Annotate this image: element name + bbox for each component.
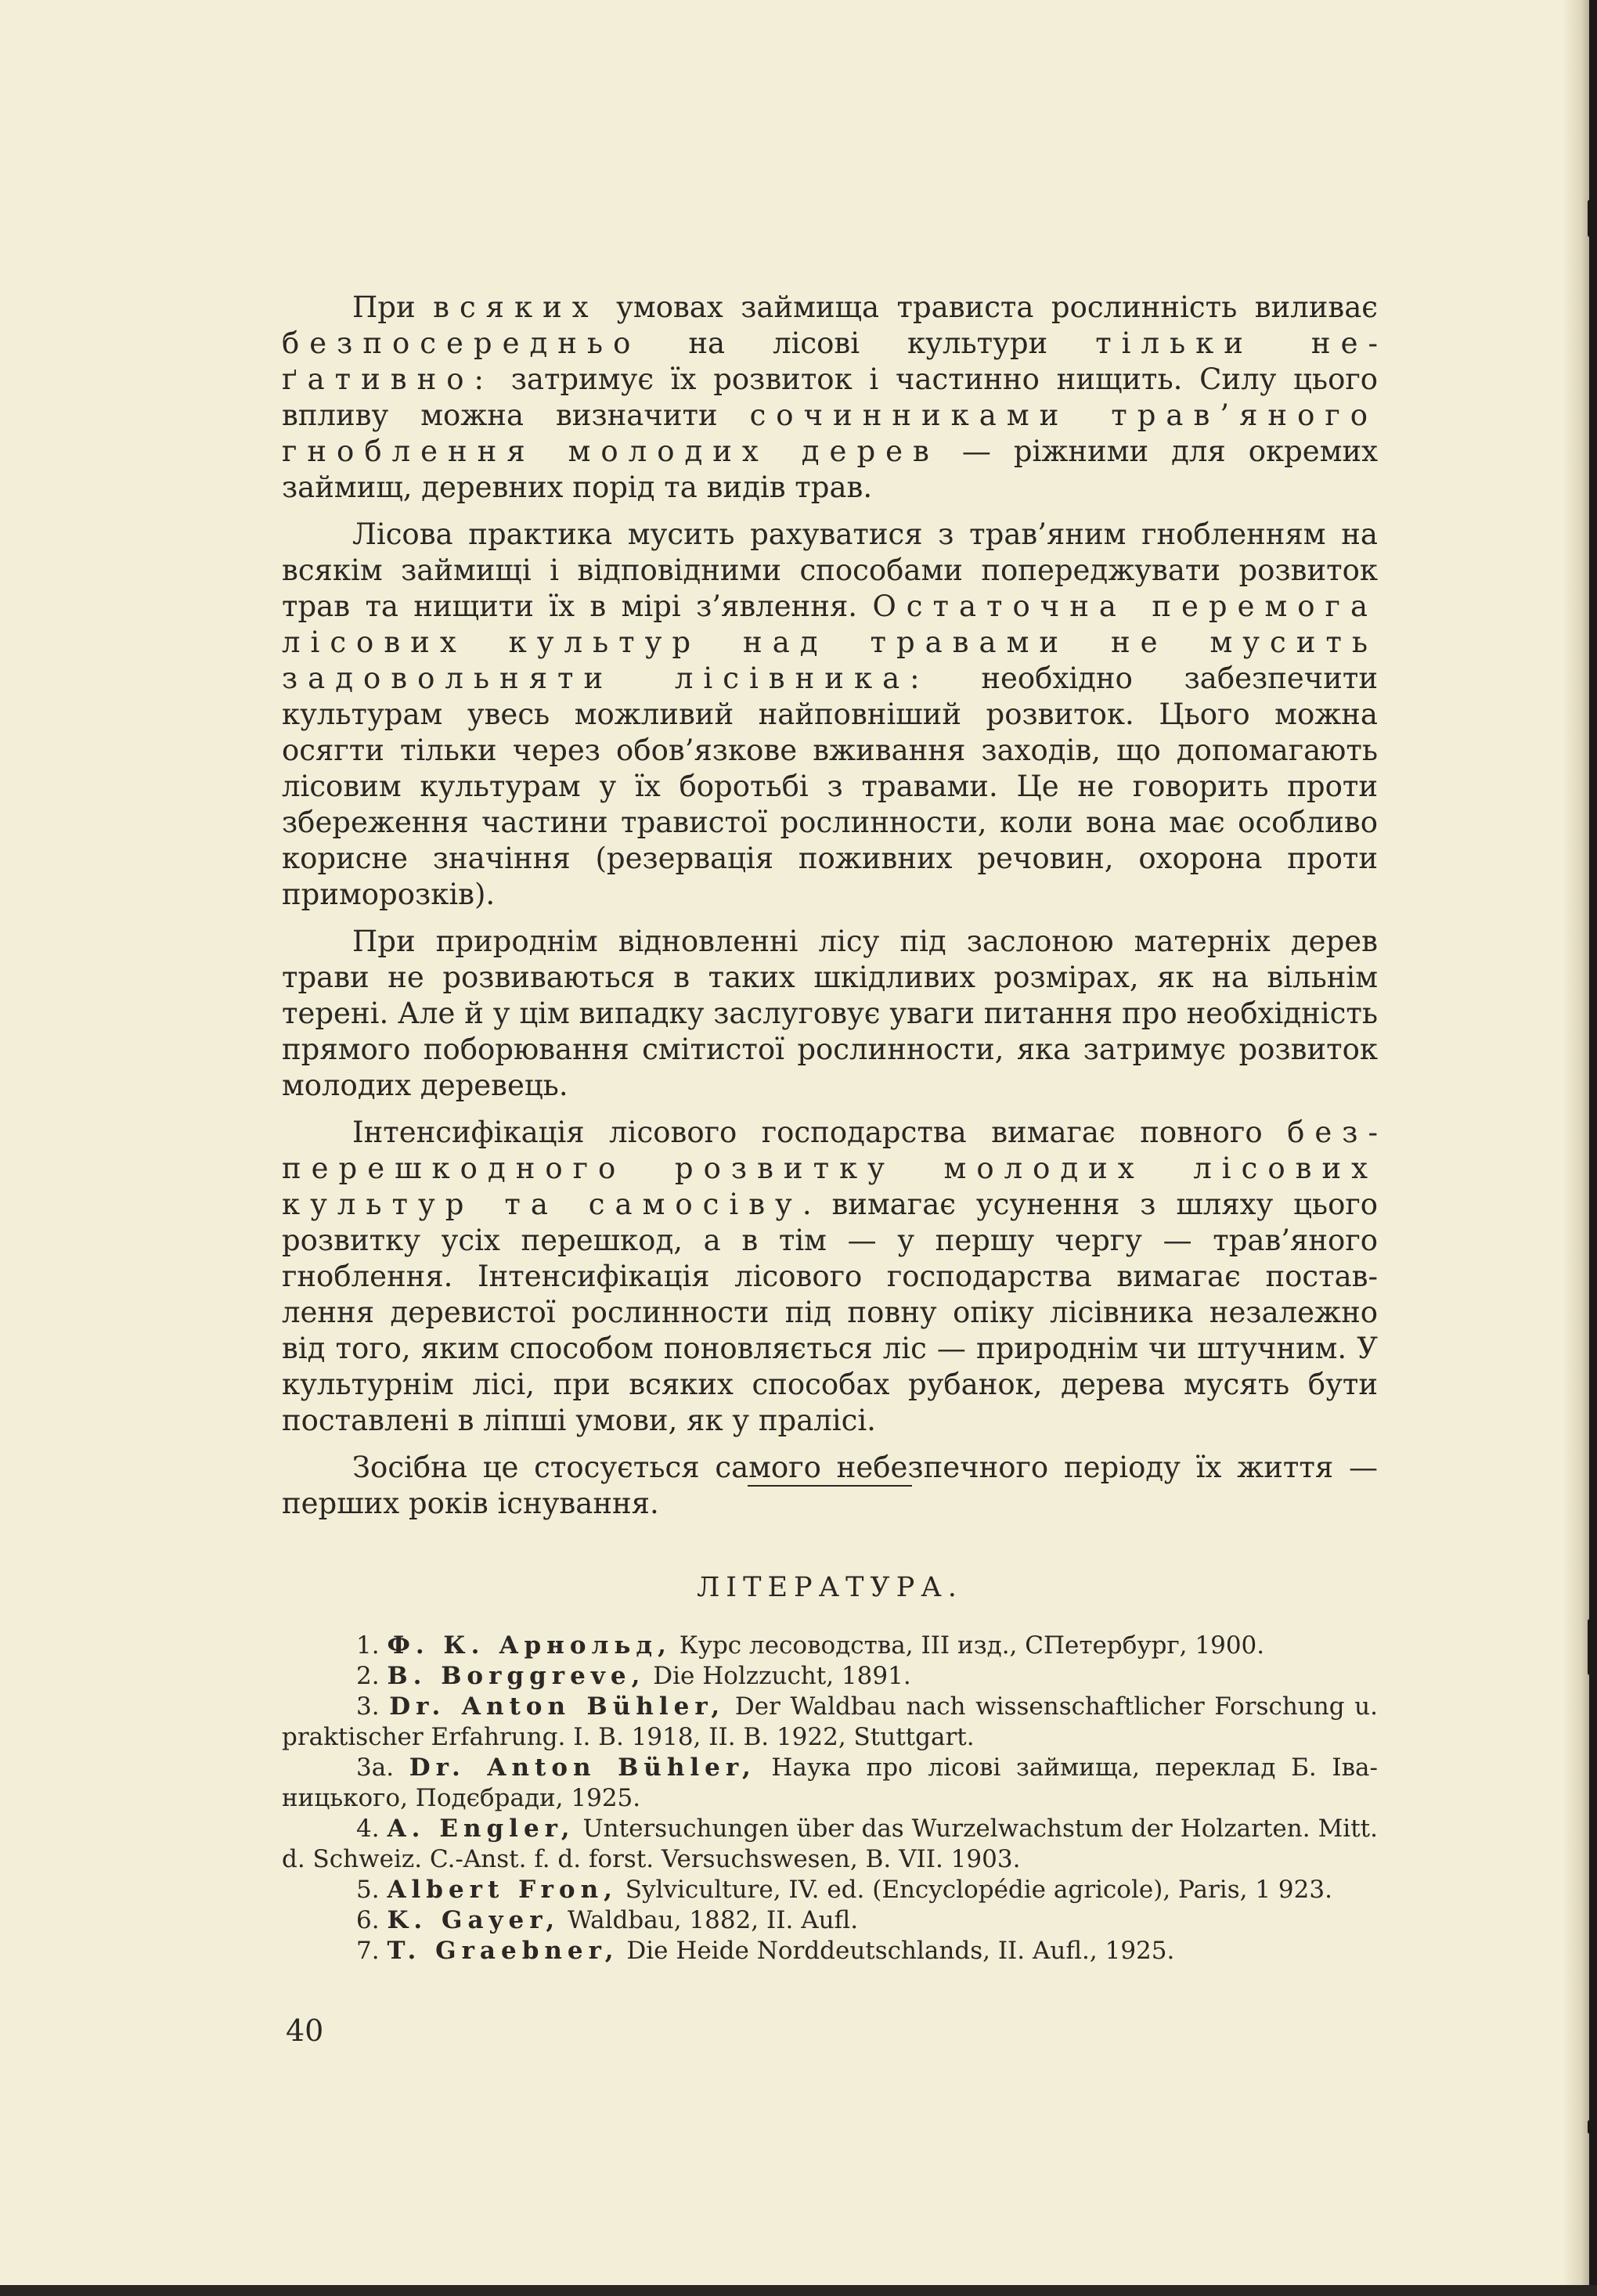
page-edge-shadow xyxy=(1563,0,1589,2296)
edge-mark xyxy=(1588,2120,1594,2134)
reference-item: 1. Ф. К. Арнольд, Курс лесоводства, III изд., СПетербург, 1900. xyxy=(356,1631,1265,1660)
paragraph-3: При природнім відновленні лісу під заслоною матерніх дерев трави не розвиваються в таких шкідливих розмірах, як на вільнім терені. Але й у цім випадку заслуговує уваги питання про необхідність прямого поборювання смітистої рослинности, яка затримує розвиток молодих деревець. xyxy=(282,925,1378,1102)
paragraph-4: Інтенсифікація лісового господарства вимагає повного безперешкодного розвитку молодих лісових культур та самосіву. вимагає усунення з шляху цього розвитку усіх перешкод, а в тім — у першу чергу — трав’яного гноблення. Інтенсифікація лісового господарства вимагає поставлення деревистої рослинности під повну опіку лісівника незалежно від того, яким способом поновляється ліс — природнім чи штучним. У культурнім лісі, при всяких способах рубанок, дерева мусять бути поставлені в ліпші умови, як у пралісі. xyxy=(282,1116,1379,1437)
reference-item: 3a. Dr. Anton Bühler, Наука про лісові займища, переклад Б. Іваницького, Подєбради, 1925. xyxy=(282,1754,1378,1812)
reference-item: 7. T. Graebner, Die Heide Norddeutschlands, II. Aufl., 1925. xyxy=(356,1937,1175,1965)
reference-item: 5. Albert Fron, Sylviculture, IV. ed. (Encyclopédie agricole), Paris, 1 923. xyxy=(356,1876,1332,1904)
main-text xyxy=(282,290,1378,1533)
paragraph-1: При всяких умовах займища трависта рослинність виливає безпосередньо на лісові культури тільки неґативно: затримує їх розвиток і частинно нищить. Силу цього впливу можна визначити сочинниками трав’яного гноблення молодих дерев — ріжними для окремих займищ, деревних порід та видів трав. xyxy=(282,290,1379,504)
page-number: 40 xyxy=(286,2013,324,2048)
reference-item: 4. A. Engler, Untersuchungen über das Wurzelwachstum der Holzarten. Mitt. d. Schweiz. C.-Anst. f. d. forst. Versuchswesen, B. VII. 1903. xyxy=(282,1815,1378,1873)
reference-item: 3. Dr. Anton Bühler, Der Waldbau nach wissenschaftlicher Forschung u. praktischer Erfahrung. I. B. 1918, II. B. 1922, Stuttgart. xyxy=(282,1692,1379,1751)
edge-mark xyxy=(1588,200,1594,237)
page-edge xyxy=(1589,0,1597,2296)
paragraph-5: Зосібна це стосується самого небезпечного періоду їх життя — перших років існування. xyxy=(282,1451,1378,1520)
paragraph-2: Лісова практика мусить рахуватися з трав’яним гнобленням на всякім займищі і відповідними способами попереджувати розвиток трав та нищити їх в мірі з’явлення. Остаточна перемога лісових культур над травами не мусить задовольняти лісівника: необхідно забезпечити культурам увесь можливий найповніший розвиток. Цього можна осягти тільки через обов’язкове вживання заходів, що допомагають лісовим культурам у їх боротьбі з травами. Це не говорить проти збереження частини травистої рослинности, коли вона має особливо корисне значіння (резервація поживних речовин, охорона проти приморозків). xyxy=(282,517,1378,911)
reference-item: 2. В. Borggreve, Die Holzzucht, 1891. xyxy=(356,1662,911,1690)
reference-item: 6. K. Gayer, Waldbau, 1882, II. Aufl. xyxy=(356,1906,859,1934)
section-divider xyxy=(748,1485,912,1487)
page-bottom-edge xyxy=(0,2285,1597,2296)
literature-heading: ЛІТЕРАТУРА. xyxy=(697,1572,963,1603)
edge-mark xyxy=(1588,1619,1594,1675)
literature-list xyxy=(282,1631,1378,1966)
